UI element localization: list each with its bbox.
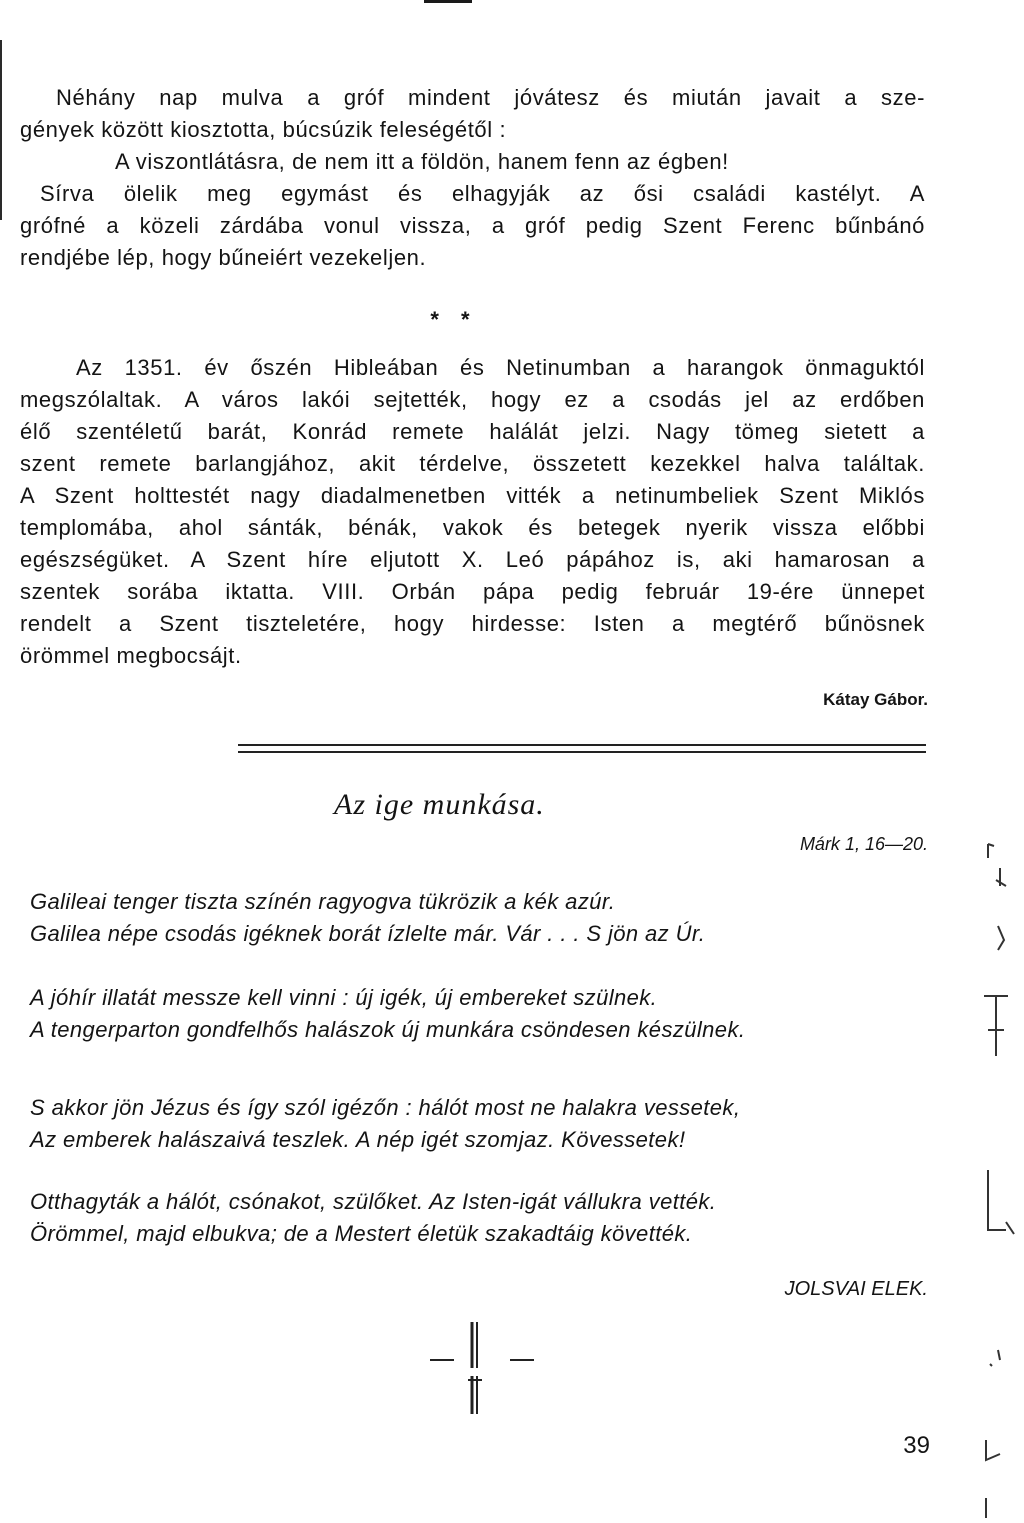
poem-stanza-3	[30, 1092, 930, 1156]
scan-left-edge	[0, 40, 2, 220]
scan-margin-artifacts	[980, 830, 1020, 1520]
poem-line: S akkor jön Jézus és így szól igézőn : hálót most ne halakra vessetek,	[30, 1095, 741, 1120]
article-line: megszólaltak. A város lakói sejtették, hogy ez a csodás jel az erdőben	[20, 387, 925, 412]
poem-line: Az emberek halászaivá teszlek. A nép igét szomjaz. Kövessetek!	[30, 1127, 686, 1152]
article-line: szent remete barlangjához, akit térdelve, összetett kezekkel halva találtak.	[20, 451, 925, 476]
poem-line: Örömmel, majd elbukva; de a Mestert életük szakadtáig követték.	[30, 1221, 693, 1246]
article-line: Az 1351. év őszén Hibleában és Netinumban a harangok önmaguktól	[76, 355, 925, 380]
scan-top-mark	[424, 0, 472, 3]
poem-line: Galilea népe csodás igéknek borát ízlelte már. Vár . . . S jön az Úr.	[30, 921, 706, 946]
poem-title: Az ige munkása.	[334, 788, 545, 821]
poem-line: A jóhír illatát messze kell vinni : új igék, új embereket szülnek.	[30, 985, 658, 1010]
article-paragraph-1	[20, 82, 925, 274]
double-rule-divider	[238, 744, 926, 754]
poem-stanza-4	[30, 1186, 930, 1250]
cross-ornament-icon	[430, 1318, 540, 1418]
article-line: gények között kiosztotta, búcsúzik feleségétől :	[20, 117, 507, 142]
poem-line: A tengerparton gondfelhős halászok új munkára csöndesen készülnek.	[30, 1017, 746, 1042]
poem-stanza-1	[30, 886, 930, 950]
page-number: 39	[903, 1432, 930, 1459]
article-line: rendelt a Szent tiszteletére, hogy hirdesse: Isten a megtérő bűnösnek	[20, 611, 925, 636]
article-author: Kátay Gábor.	[823, 690, 928, 709]
poem-line: Otthagyták a hálót, csónakot, szülőket. Az Isten-igát vállukra vették.	[30, 1189, 717, 1214]
poem-line: Galileai tenger tiszta színén ragyogva tükrözik a kék azúr.	[30, 889, 616, 914]
poem-author: JOLSVAI ELEK.	[784, 1278, 928, 1300]
article-line: Sírva ölelik meg egymást és elhagyják az ősi családi kastélyt. A	[40, 181, 925, 206]
article-line: rendjébe lép, hogy bűneiért vezekeljen.	[20, 245, 427, 270]
article-line: templomába, ahol sánták, bénák, vakok és betegek nyerik vissza előbbi	[20, 515, 925, 540]
article-line: egészségüket. A Szent híre eljutott X. Leó pápához is, aki hamarosan a	[20, 547, 925, 572]
article-line: élő szentéletű barát, Konrád remete halálát jelzi. Nagy tömeg sietett a	[20, 419, 925, 444]
article-paragraph-2	[20, 352, 925, 672]
poem-stanza-2	[30, 982, 930, 1046]
section-separator-stars: * *	[430, 307, 478, 332]
article-line: szentek sorába iktatta. VIII. Orbán pápa pedig február 19-ére ünnepet	[20, 579, 925, 604]
poem-bible-reference: Márk 1, 16—20.	[799, 834, 928, 854]
article-line: A viszontlátásra, de nem itt a földön, hanem fenn az égben!	[115, 149, 729, 174]
article-line: A Szent holttestét nagy diadalmenetben vitték a netinumbeliek Szent Miklós	[20, 483, 925, 508]
article-line: Néhány nap mulva a gróf mindent jóvátesz és miután javait a sze-	[56, 85, 925, 110]
article-line: grófné a közeli zárdába vonul vissza, a gróf pedig Szent Ferenc bűnbánó	[20, 213, 925, 238]
article-line: örömmel megbocsájt.	[20, 643, 242, 668]
